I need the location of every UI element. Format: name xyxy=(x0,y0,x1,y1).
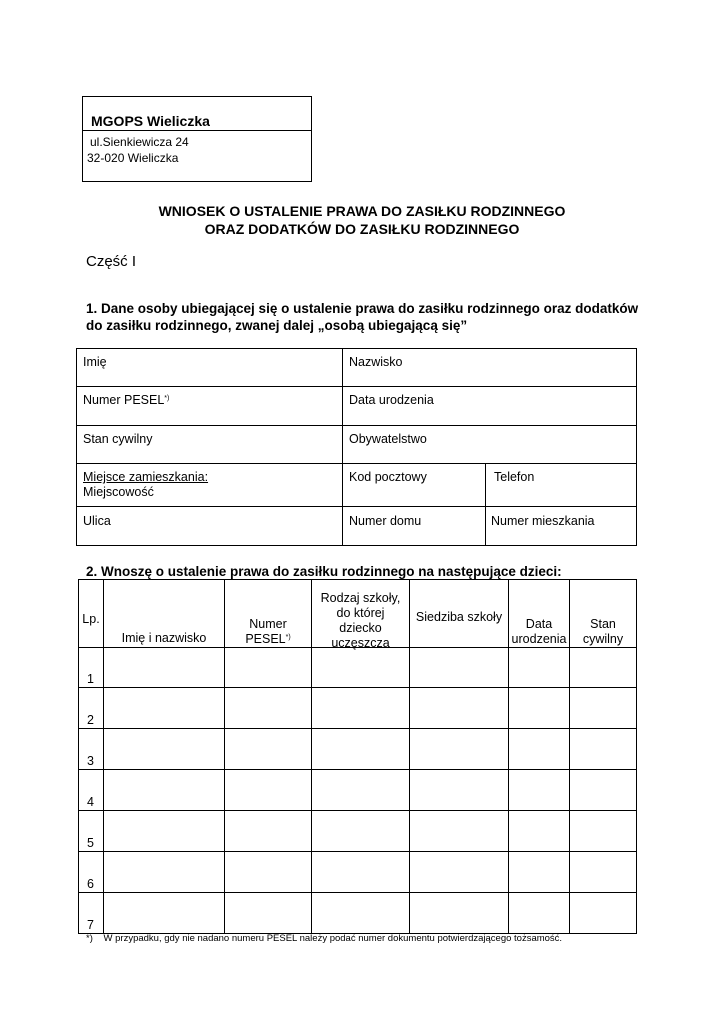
residence-label: Miejsce zamieszkania: xyxy=(83,470,209,484)
column-header-name: Imię i nazwisko xyxy=(121,631,207,645)
footnote xyxy=(86,933,562,944)
section1-heading-line-1: 1. Dane osoby ubiegającej się o ustalenie prawa do zasiłku rodzinnego oraz dodatków xyxy=(86,301,639,316)
personal-data-table xyxy=(76,348,637,546)
first-name-field[interactable] xyxy=(77,350,113,375)
marital-status-field[interactable] xyxy=(77,427,158,452)
pesel-field[interactable] xyxy=(77,388,175,413)
first-name-label: Imię xyxy=(83,355,107,369)
column-header-school-type-line-1: Rodzaj szkoły, xyxy=(320,591,401,605)
row-number-2: 2 xyxy=(87,713,94,727)
town-label: Miejscowość xyxy=(83,485,154,499)
birth-date-field[interactable] xyxy=(343,388,440,413)
column-header-marital-status-line-1: Stan xyxy=(590,617,616,631)
pesel-footnote-mark: *) xyxy=(164,395,170,402)
row-number-6: 6 xyxy=(87,877,94,891)
town-field[interactable] xyxy=(77,465,214,505)
postal-code-field[interactable] xyxy=(343,465,433,490)
column-header-school-type-line-4: uczęszcza xyxy=(331,636,390,650)
marital-status-label: Stan cywilny xyxy=(83,432,153,446)
column-header-pesel-line-2: PESEL xyxy=(245,632,286,646)
row-number-5: 5 xyxy=(87,836,94,850)
column-header-school-type-line-2: do której xyxy=(336,606,385,620)
last-name-label: Nazwisko xyxy=(349,355,403,369)
children-table xyxy=(78,579,637,934)
house-number-field[interactable] xyxy=(343,509,427,534)
section2-heading: 2. Wnoszę o ustalenie prawa do zasiłku rodzinnego na następujące dzieci: xyxy=(86,564,562,579)
row-number-3: 3 xyxy=(87,754,94,768)
column-header-school-seat: Siedziba szkoły xyxy=(415,610,503,624)
street-label: Ulica xyxy=(83,514,111,528)
column-header-birth-date-line-1: Data xyxy=(525,617,553,631)
last-name-field[interactable] xyxy=(343,350,409,375)
row-number-1: 1 xyxy=(87,672,94,686)
street-field[interactable] xyxy=(77,509,117,534)
organization-street: ul.Sienkiewicza 24 xyxy=(90,135,189,149)
apartment-number-label: Numer mieszkania xyxy=(491,514,595,528)
phone-label: Telefon xyxy=(494,470,535,484)
organization-city: 32-020 Wieliczka xyxy=(87,151,179,165)
row-number-4: 4 xyxy=(87,795,94,809)
section1-heading-line-2: do zasiłku rodzinnego, zwanej dalej „osobą ubiegającą się” xyxy=(86,318,468,333)
column-header-pesel-line-1: Numer xyxy=(249,617,287,631)
column-header-marital-status-line-2: cywilny xyxy=(582,632,624,646)
citizenship-label: Obywatelstwo xyxy=(349,432,427,446)
document-title-line-2: ORAZ DODATKÓW DO ZASIŁKU RODZINNEGO xyxy=(204,221,520,237)
pesel-footnote-mark: *) xyxy=(285,634,291,641)
document-title-line-1: WNIOSEK O USTALENIE PRAWA DO ZASIŁKU RODZINNEGO xyxy=(158,203,566,219)
postal-code-label: Kod pocztowy xyxy=(349,470,427,484)
column-header-birth-date xyxy=(509,617,569,647)
footnote-mark: *) xyxy=(86,933,93,944)
organization-name-row xyxy=(83,97,311,131)
column-header-school-type-line-3: dziecko xyxy=(339,621,382,635)
column-header-pesel xyxy=(225,617,311,647)
part-heading: Część I xyxy=(86,253,137,270)
citizenship-field[interactable] xyxy=(343,427,433,452)
column-header-lp: Lp. xyxy=(82,612,100,626)
column-header-school-type xyxy=(312,591,409,651)
organization-name: MGOPS Wieliczka xyxy=(91,113,210,129)
birth-date-label: Data urodzenia xyxy=(349,393,434,407)
apartment-number-field[interactable] xyxy=(485,509,601,534)
row-number-7: 7 xyxy=(87,918,94,932)
column-header-marital-status xyxy=(570,617,636,647)
phone-field[interactable] xyxy=(488,465,540,490)
organization-box xyxy=(82,96,312,182)
pesel-label: Numer PESEL xyxy=(83,393,165,407)
column-header-birth-date-line-2: urodzenia xyxy=(511,632,567,646)
footnote-text: W przypadku, gdy nie nadano numeru PESEL należy podać numer dokumentu potwierdzającego tożsamość. xyxy=(103,933,563,944)
house-number-label: Numer domu xyxy=(349,514,422,528)
